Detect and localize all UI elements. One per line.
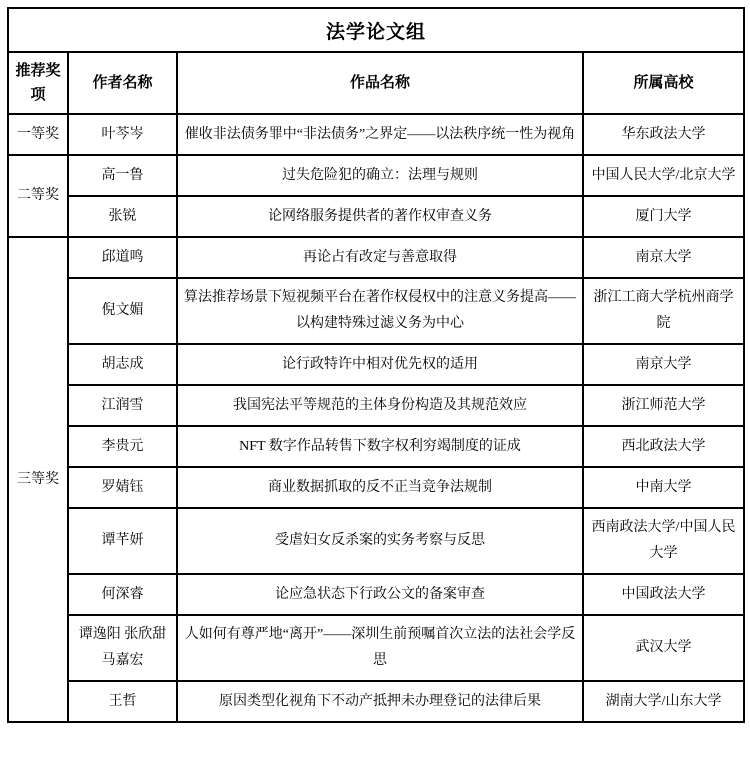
author-cell: 江润雪 (68, 385, 177, 426)
author-cell: 谭芊妍 (68, 508, 177, 574)
author-cell: 高一鲁 (68, 155, 177, 196)
university-cell: 华东政法大学 (583, 114, 744, 155)
university-cell: 中国政法大学 (583, 574, 744, 615)
table-row (8, 385, 744, 426)
table-row (8, 615, 744, 681)
table-row (8, 114, 744, 155)
university-cell: 西北政法大学 (583, 426, 744, 467)
author-cell: 王哲 (68, 681, 177, 722)
work-cell: 催收非法债务罪中“非法债务”之界定——以法秩序统一性为视角 (177, 114, 583, 155)
col-header-award: 推荐奖项 (8, 52, 68, 114)
university-cell: 中国人民大学/北京大学 (583, 155, 744, 196)
award-cell: 二等奖 (8, 155, 68, 237)
author-cell: 罗婧钰 (68, 467, 177, 508)
author-cell: 何深睿 (68, 574, 177, 615)
table-row (8, 155, 744, 196)
author-cell: 李贵元 (68, 426, 177, 467)
table-row (8, 426, 744, 467)
university-cell: 浙江工商大学杭州商学院 (583, 278, 744, 344)
work-cell: NFT 数字作品转售下数字权利穷竭制度的证成 (177, 426, 583, 467)
award-cell: 一等奖 (8, 114, 68, 155)
col-header-work: 作品名称 (177, 52, 583, 114)
work-cell: 受虐妇女反杀案的实务考察与反思 (177, 508, 583, 574)
university-cell: 南京大学 (583, 344, 744, 385)
table-row (8, 278, 744, 344)
table-row (8, 344, 744, 385)
author-cell: 倪文媚 (68, 278, 177, 344)
work-cell: 我国宪法平等规范的主体身份构造及其规范效应 (177, 385, 583, 426)
table-title: 法学论文组 (8, 8, 744, 52)
table-row (8, 508, 744, 574)
work-cell: 论网络服务提供者的著作权审查义务 (177, 196, 583, 237)
author-cell: 邱道鸣 (68, 237, 177, 278)
university-cell: 西南政法大学/中国人民大学 (583, 508, 744, 574)
author-cell: 叶芩岑 (68, 114, 177, 155)
col-header-author: 作者名称 (68, 52, 177, 114)
work-cell: 论行政特许中相对优先权的适用 (177, 344, 583, 385)
university-cell: 中南大学 (583, 467, 744, 508)
table-row (8, 681, 744, 722)
author-cell: 胡志成 (68, 344, 177, 385)
university-cell: 厦门大学 (583, 196, 744, 237)
author-cell: 张锐 (68, 196, 177, 237)
university-cell: 湖南大学/山东大学 (583, 681, 744, 722)
work-cell: 商业数据抓取的反不正当竞争法规制 (177, 467, 583, 508)
work-cell: 过失危险犯的确立：法理与规则 (177, 155, 583, 196)
title-row (8, 8, 744, 52)
author-cell: 谭逸阳 张欣甜 马嘉宏 (68, 615, 177, 681)
table-body (8, 114, 744, 722)
university-cell: 浙江师范大学 (583, 385, 744, 426)
table-row (8, 574, 744, 615)
table-row (8, 196, 744, 237)
work-cell: 算法推荐场景下短视频平台在著作权侵权中的注意义务提高——以构建特殊过滤义务为中心 (177, 278, 583, 344)
col-header-university: 所属高校 (583, 52, 744, 114)
award-cell: 三等奖 (8, 237, 68, 722)
table-row (8, 467, 744, 508)
header-row (8, 52, 744, 114)
table-row (8, 237, 744, 278)
work-cell: 原因类型化视角下不动产抵押未办理登记的法律后果 (177, 681, 583, 722)
work-cell: 再论占有改定与善意取得 (177, 237, 583, 278)
university-cell: 武汉大学 (583, 615, 744, 681)
award-table (7, 7, 745, 723)
work-cell: 论应急状态下行政公文的备案审查 (177, 574, 583, 615)
university-cell: 南京大学 (583, 237, 744, 278)
work-cell: 人如何有尊严地“离开”——深圳生前预嘱首次立法的法社会学反思 (177, 615, 583, 681)
